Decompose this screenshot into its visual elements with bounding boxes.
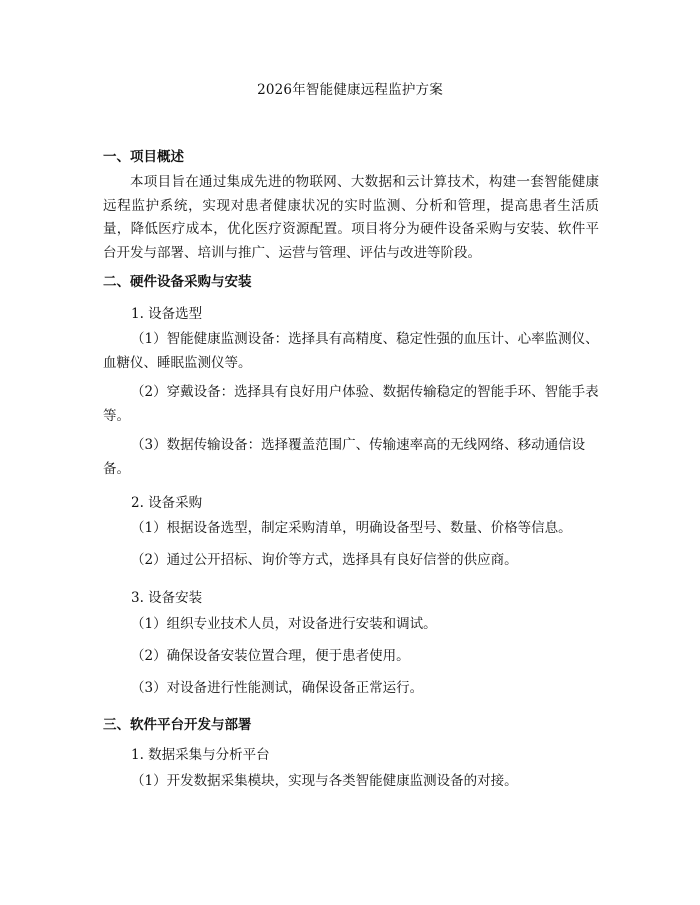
subsection-title-device-installation: 3. 设备安装 (131, 590, 203, 606)
list-item: （1）根据设备选型，制定采购清单，明确设备型号、数量、价格等信息。 (131, 520, 572, 536)
subsection-title-data-platform: 1. 数据采集与分析平台 (131, 747, 270, 763)
subsection-title-device-selection: 1. 设备选型 (131, 306, 203, 322)
document-title: 2026年智能健康远程监护方案 (257, 82, 443, 98)
subsection-title-device-procurement: 2. 设备采购 (131, 495, 203, 511)
list-item: （3）数据传输设备：选择覆盖范围广、传输速率高的无线网络、移动通信设备。 (103, 437, 586, 477)
list-item: （3）对设备进行性能测试，确保设备正常运行。 (131, 680, 424, 696)
list-item: （2）确保设备安装位置合理，便于患者使用。 (131, 648, 410, 664)
list-item: （2）通过公开招标、询价等方式，选择具有良好信誉的供应商。 (131, 552, 518, 568)
overview-paragraph: 本项目旨在通过集成先进的物联网、大数据和云计算技术，构建一套智能健康远程监护系统，实现对患者健康状况的实时监测、分析和管理，提高患者生活质量，降低医疗成本，优化医疗资源配置。项目将分为硬件设备采购与安装、软件平台开发与部署、培训与推广、运营与管理、评估与改进等阶段。 (103, 174, 599, 261)
list-item: （1）智能健康监测设备：选择具有高精度、稳定性强的血压计、心率监测仪、血糖仪、睡眠监测仪等。 (103, 331, 599, 371)
section-heading-software: 三、软件平台开发与部署 (103, 717, 252, 733)
section-heading-hardware: 二、硬件设备采购与安装 (103, 274, 252, 290)
section-heading-overview: 一、项目概述 (103, 149, 184, 165)
list-item: （2）穿戴设备：选择具有良好用户体验、数据传输稳定的智能手环、智能手表等。 (103, 384, 599, 424)
list-item: （1）开发数据采集模块，实现与各类智能健康监测设备的对接。 (131, 773, 518, 789)
list-item: （1）组织专业技术人员，对设备进行安装和调试。 (131, 616, 437, 632)
